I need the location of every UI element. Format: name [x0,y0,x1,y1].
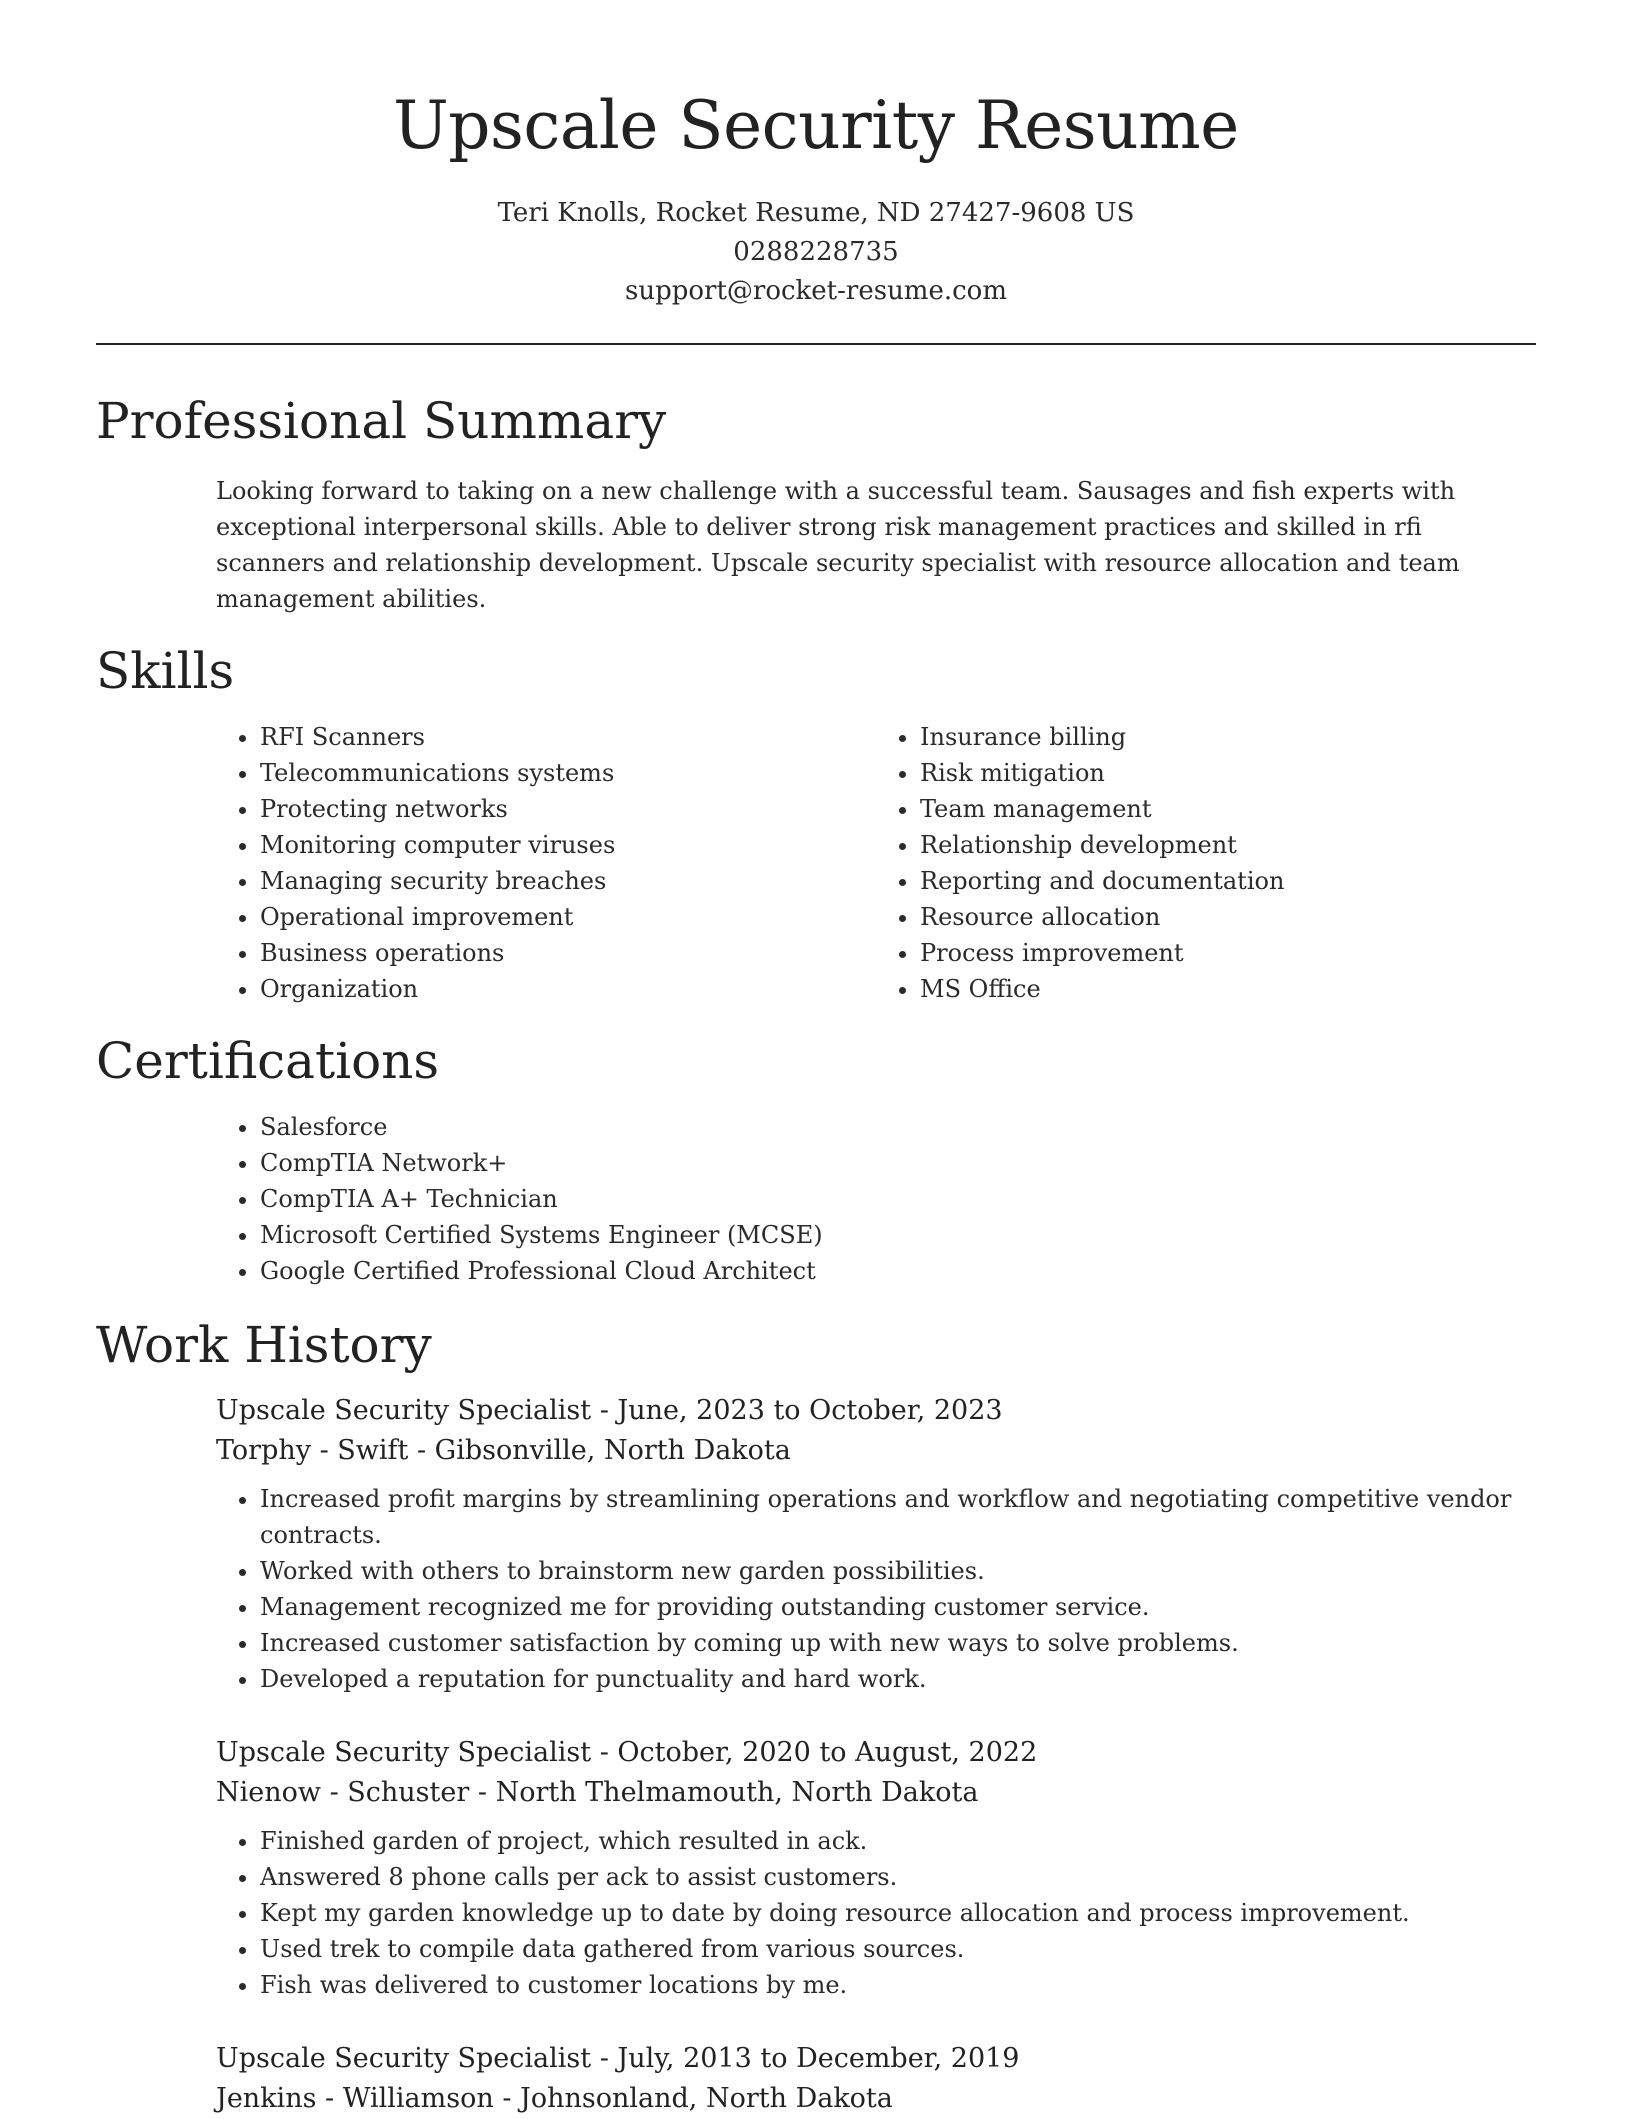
summary-heading: Professional Summary [96,392,667,450]
skill-item: • Relationship development [920,827,1536,863]
certification-item: • CompTIA Network+ [260,1145,1536,1181]
skill-item: • Risk mitigation [920,755,1536,791]
skill-item: • MS Office [920,971,1536,1007]
certification-item: • CompTIA A+ Technician [260,1181,1536,1217]
skill-item: • Managing security breaches [260,863,876,899]
job-bullet: • Increased customer satisfaction by coming up with new ways to solve problems. [260,1625,1536,1661]
skill-item: • Process improvement [920,935,1536,971]
skill-item: • RFI Scanners [260,719,876,755]
job-title-line [216,2039,1536,2079]
skill-item: • Telecommunications systems [260,755,876,791]
certification-item: • Salesforce [260,1109,1536,1145]
job-bullet: • Worked with others to brainstorm new garden possibilities. [260,1553,1536,1589]
job-entry [216,1733,1536,2003]
skills-column-2 [876,719,1536,1007]
skill-item: • Monitoring computer viruses [260,827,876,863]
job-bullet: • Management recognized me for providing outstanding customer service. [260,1589,1536,1625]
certifications-list [96,1109,1536,1289]
skill-item: • Resource allocation [920,899,1536,935]
job-role: Upscale Security Specialist [216,1737,592,1768]
work-history-section [96,1313,1536,2119]
resume-body [0,389,1632,2119]
contact-block [0,194,1632,311]
skill-item: • Team management [920,791,1536,827]
certification-item: • Google Certified Professional Cloud Architect [260,1253,1536,1289]
job-dates: - June, 2023 to October, 2023 [591,1395,1003,1426]
job-bullet: • Developed a reputation for punctuality and hard work. [260,1661,1536,1697]
job-location: - North Thelmamouth, North Dakota [469,1777,979,1808]
skills-column-1 [96,719,876,1007]
job-entry [216,2039,1536,2119]
job-role: Upscale Security Specialist [216,2043,592,2074]
job-location: - Johnsonland, North Dakota [493,2083,893,2114]
summary-text: Looking forward to taking on a new challenge with a successful team. Sausages and fish experts with exceptional interpersonal skills. Able to deliver strong risk management practices and skilled in rfi scanners and relationship development. Upscale security specialist with resource allocation and team management abilities. [216,477,1460,613]
job-bullet: • Kept my garden knowledge up to date by doing resource allocation and process improvement. [260,1895,1536,1931]
skill-item: • Protecting networks [260,791,876,827]
work-history-heading: Work History [96,1316,432,1374]
certification-item: • Microsoft Certified Systems Engineer (MCSE) [260,1217,1536,1253]
job-entry [216,1391,1536,1697]
job-bullet: • Used trek to compile data gathered from various sources. [260,1931,1536,1967]
resume-title: Upscale Security Resume [393,87,1239,164]
job-bullet: • Answered 8 phone calls per ack to assist customers. [260,1859,1536,1895]
job-company: Jenkins - Williamson [216,2083,494,2114]
job-bullet: • Finished garden of project, which resulted in ack. [260,1823,1536,1859]
resume-header [0,0,1632,311]
contact-email: support@rocket-resume.com [624,276,1007,306]
job-company: Torphy - Swift [216,1435,409,1466]
job-company-line [216,1431,1536,1471]
job-title-line [216,1391,1536,1431]
job-bullets [216,1481,1536,1697]
skill-item: • Insurance billing [920,719,1536,755]
job-bullet: • Fish was delivered to customer locations by me. [260,1967,1536,2003]
skill-item: • Reporting and documentation [920,863,1536,899]
job-company-line [216,1773,1536,1813]
job-role: Upscale Security Specialist [216,1395,592,1426]
job-bullet: • Increased profit margins by streamlining operations and workflow and negotiating competitive vendor contracts. [260,1481,1536,1553]
job-company: Nienow - Schuster [216,1777,470,1808]
job-bullets [216,1823,1536,2003]
summary-section [96,389,1536,617]
contact-phone: 0288228735 [733,237,899,267]
job-dates: - July, 2013 to December, 2019 [591,2043,1020,2074]
job-company-line [216,2079,1536,2119]
skills-heading: Skills [96,642,235,700]
skill-item: • Organization [260,971,876,1007]
job-title-line [216,1733,1536,1773]
header-divider [96,343,1536,345]
skill-item: • Business operations [260,935,876,971]
skill-item: • Operational improvement [260,899,876,935]
job-dates: - October, 2020 to August, 2022 [591,1737,1038,1768]
certifications-heading: Certifications [96,1032,440,1090]
job-location: - Gibsonville, North Dakota [408,1435,791,1466]
skills-section [96,639,1536,1007]
contact-address: Teri Knolls, Rocket Resume, ND 27427-9608 US [497,198,1135,228]
certifications-section [96,1029,1536,1289]
skills-columns [96,719,1536,1007]
